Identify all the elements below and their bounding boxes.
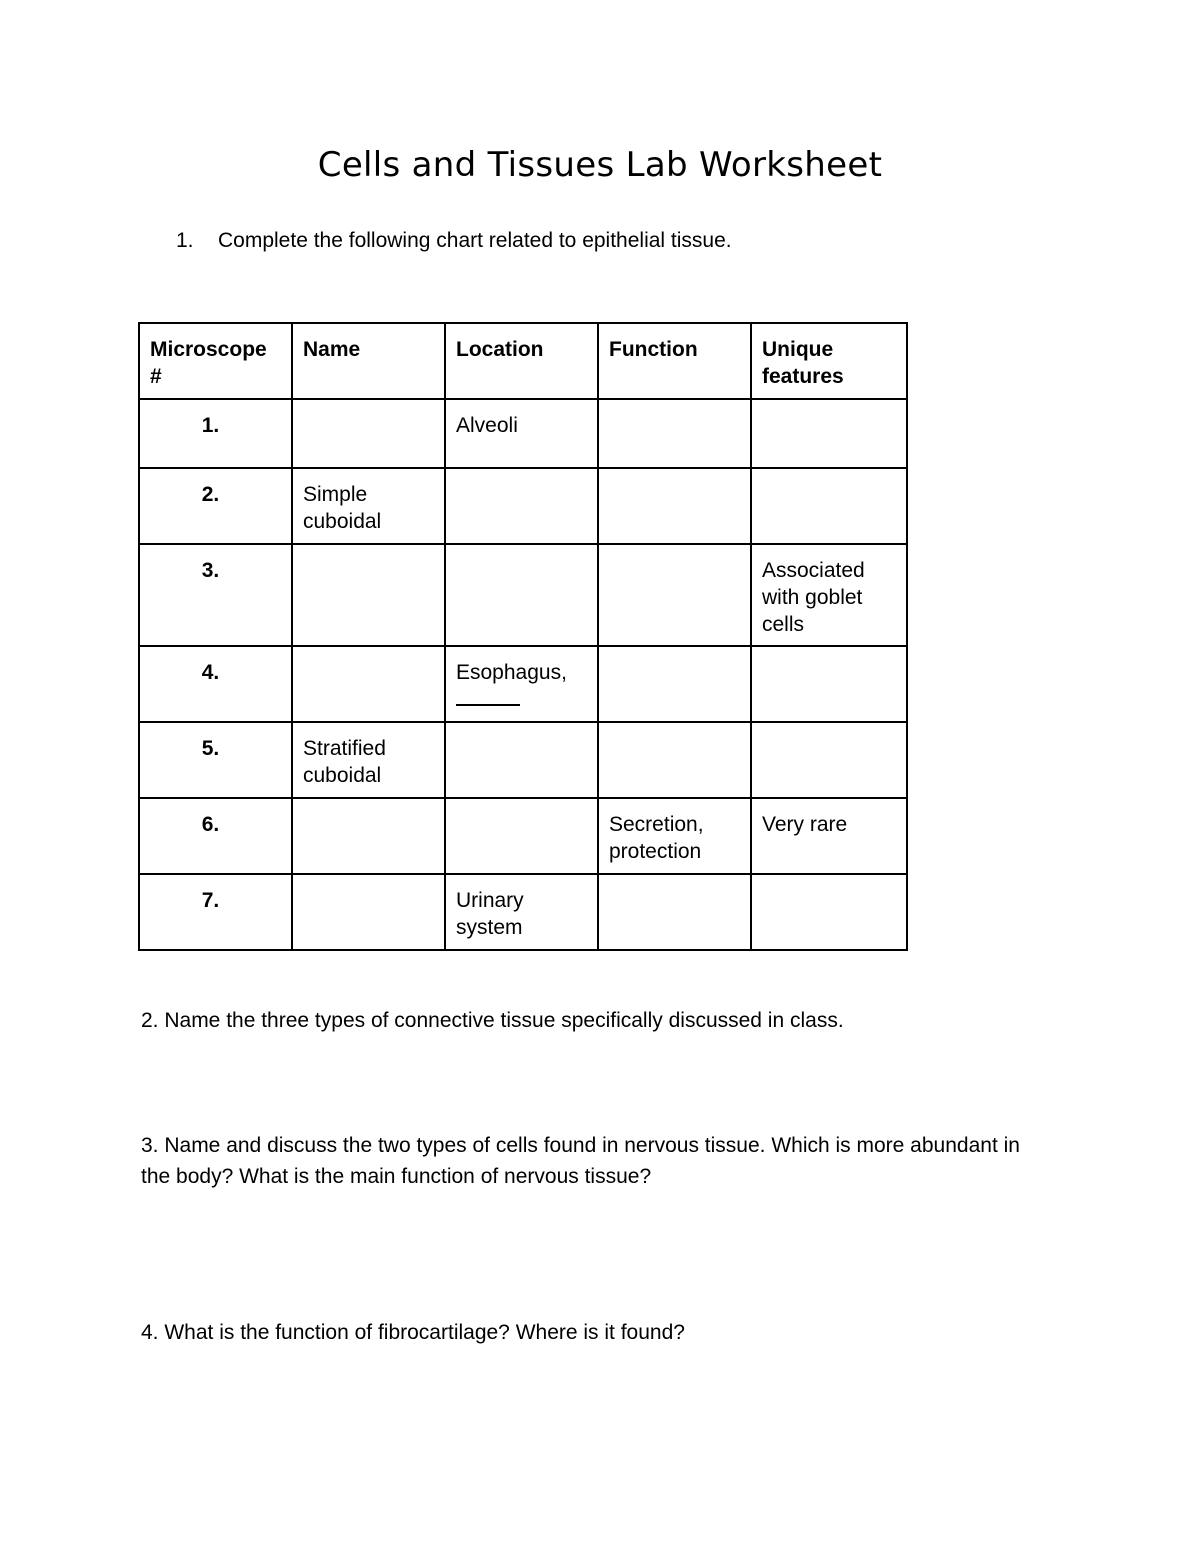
cell-features[interactable] bbox=[751, 722, 907, 798]
epithelial-tissue-chart bbox=[138, 322, 908, 951]
cell-features[interactable] bbox=[751, 399, 907, 468]
table-row bbox=[139, 399, 907, 468]
cell-location: Alveoli bbox=[445, 399, 598, 468]
fill-in-blank[interactable] bbox=[456, 690, 520, 706]
row-number: 2. bbox=[139, 468, 292, 544]
cell-name[interactable] bbox=[292, 646, 445, 722]
cell-features[interactable] bbox=[751, 874, 907, 950]
header-location: Location bbox=[445, 323, 598, 399]
cell-location[interactable] bbox=[445, 798, 598, 874]
table-row bbox=[139, 468, 907, 544]
row-number: 7. bbox=[139, 874, 292, 950]
cell-name: Stratified cuboidal bbox=[292, 722, 445, 798]
row-number: 1. bbox=[139, 399, 292, 468]
cell-function: Secretion, protection bbox=[598, 798, 751, 874]
cell-features: Very rare bbox=[751, 798, 907, 874]
cell-location: Esophagus, bbox=[456, 661, 567, 684]
question-1-number: 1. bbox=[176, 229, 194, 252]
cell-name[interactable] bbox=[292, 544, 445, 646]
question-1 bbox=[176, 229, 732, 253]
header-function: Function bbox=[598, 323, 751, 399]
cell-function[interactable] bbox=[598, 722, 751, 798]
cell-location-with-blank bbox=[445, 646, 598, 722]
row-number: 3. bbox=[139, 544, 292, 646]
table-row bbox=[139, 874, 907, 950]
cell-location[interactable] bbox=[445, 544, 598, 646]
cell-function[interactable] bbox=[598, 874, 751, 950]
header-unique-features: Unique features bbox=[751, 323, 907, 399]
cell-name[interactable] bbox=[292, 874, 445, 950]
cell-function[interactable] bbox=[598, 646, 751, 722]
question-4: 4. What is the function of fibrocartilage? Where is it found? bbox=[141, 1321, 685, 1344]
cell-location: Urinary system bbox=[445, 874, 598, 950]
cell-function[interactable] bbox=[598, 468, 751, 544]
row-number: 4. bbox=[139, 646, 292, 722]
chart-header-row bbox=[139, 323, 907, 399]
cell-location[interactable] bbox=[445, 468, 598, 544]
page-title: Cells and Tissues Lab Worksheet bbox=[317, 145, 883, 185]
cell-features: Associated with goblet cells bbox=[751, 544, 907, 646]
cell-function[interactable] bbox=[598, 544, 751, 646]
cell-features[interactable] bbox=[751, 646, 907, 722]
question-3: 3. Name and discuss the two types of cells found in nervous tissue. Which is more abundant in the body? What is the main function of nervous tissue? bbox=[141, 1134, 1020, 1188]
cell-function[interactable] bbox=[598, 399, 751, 468]
table-row bbox=[139, 646, 907, 722]
header-name: Name bbox=[292, 323, 445, 399]
table-row bbox=[139, 722, 907, 798]
question-1-text: Complete the following chart related to epithelial tissue. bbox=[218, 229, 732, 252]
row-number: 6. bbox=[139, 798, 292, 874]
cell-location[interactable] bbox=[445, 722, 598, 798]
table-row bbox=[139, 798, 907, 874]
question-2: 2. Name the three types of connective tissue specifically discussed in class. bbox=[141, 1009, 844, 1032]
cell-name: Simple cuboidal bbox=[292, 468, 445, 544]
table-row bbox=[139, 544, 907, 646]
cell-features[interactable] bbox=[751, 468, 907, 544]
header-microscope: Microscope # bbox=[139, 323, 292, 399]
cell-name[interactable] bbox=[292, 798, 445, 874]
cell-name[interactable] bbox=[292, 399, 445, 468]
row-number: 5. bbox=[139, 722, 292, 798]
